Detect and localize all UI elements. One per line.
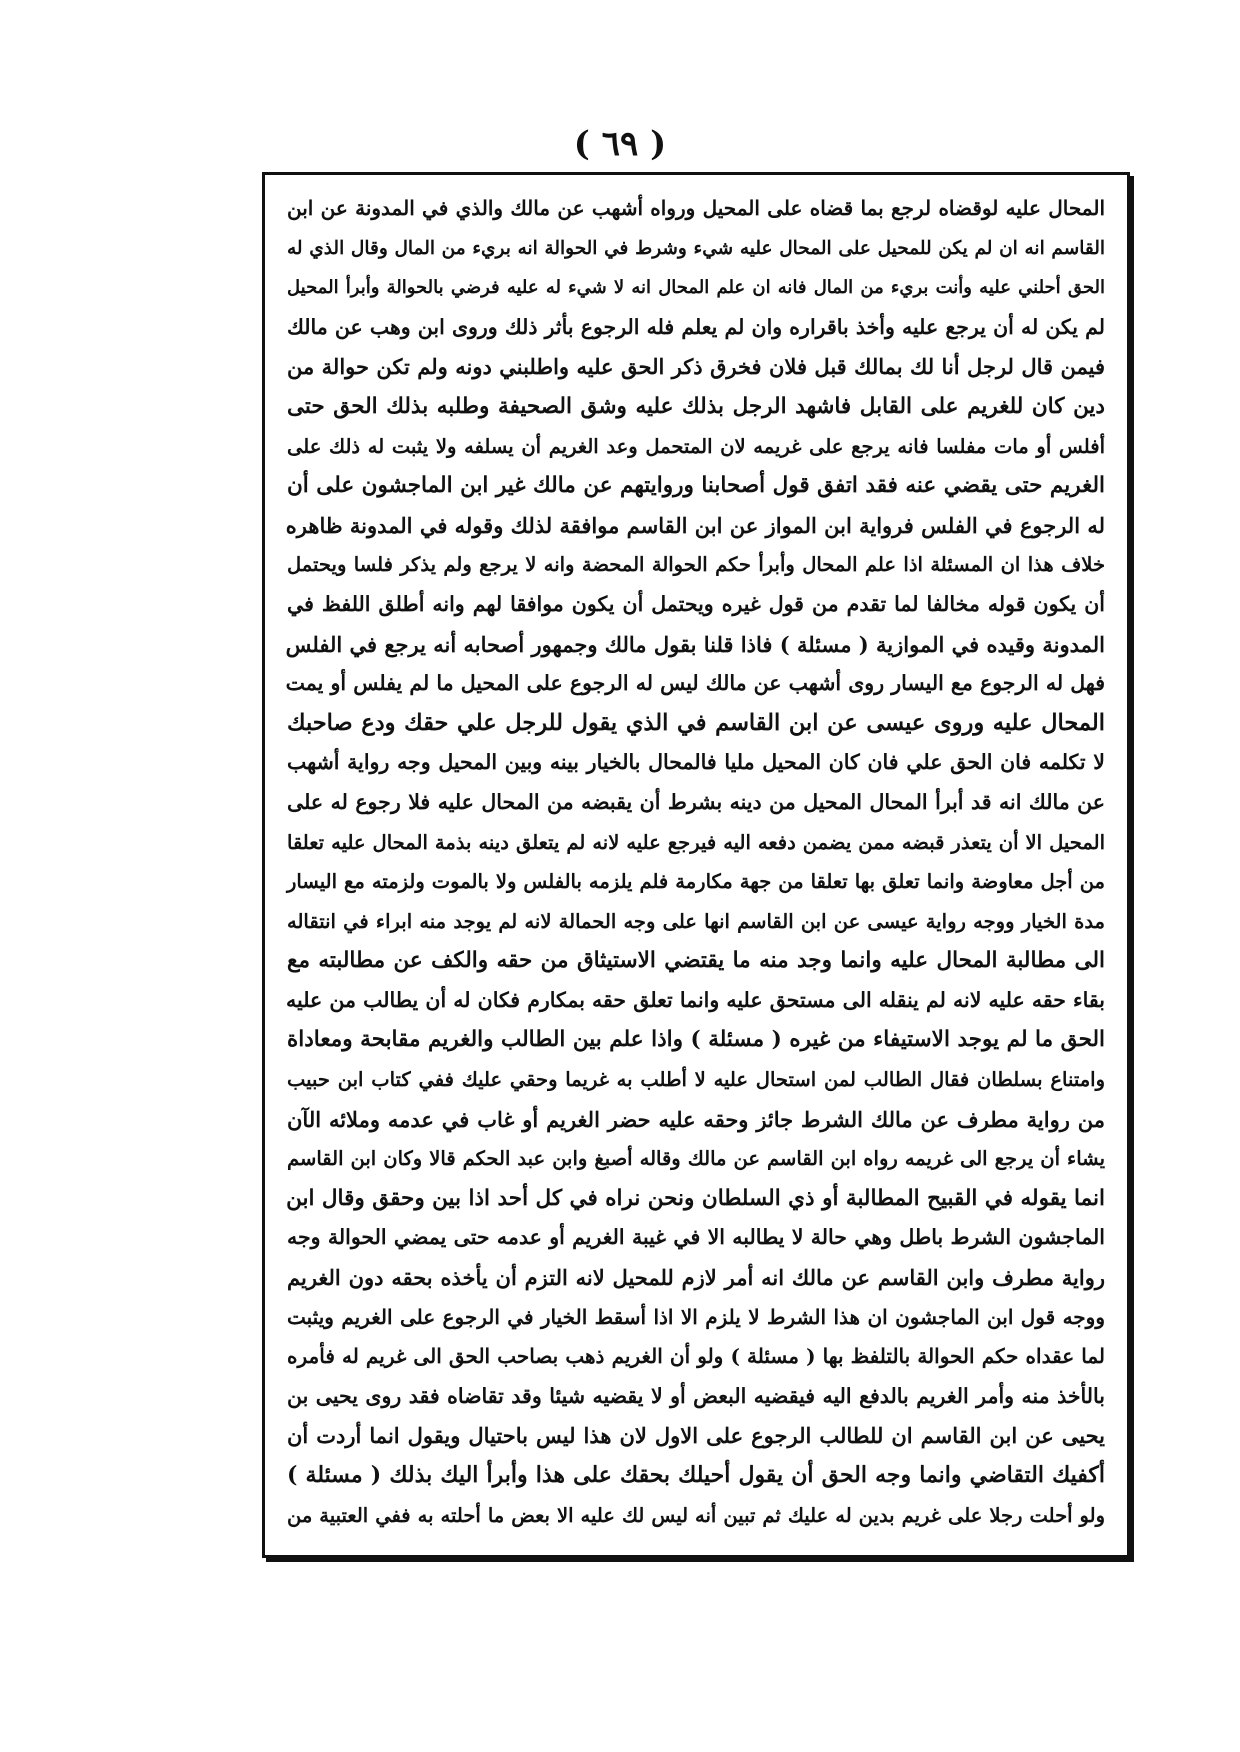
text-line: لم يكن له أن يرجع عليه وأخذ باقراره وان لم يعلم فله الرجوع بأثر ذلك وروى ابن وهب عن مالك (286, 314, 1105, 339)
text-line: المحال عليه وروى عيسى عن ابن القاسم في الذي يقول للرجل علي حقك ودع صاحبك (287, 709, 1105, 736)
text-line: فيمن قال لرجل أنا لك بمالك قبل فلان فخرق ذكر الحق عليه واطلبني دونه ولم تكن حوالة من (287, 354, 1105, 380)
text-line: يشاء أن يرجع الى غريمه رواه ابن القاسم عن مالك وقاله أصبغ وابن عبد الحكم قالا وكان ابن القاسم (287, 1147, 1105, 1171)
text-frame (262, 172, 1130, 1558)
text-line: انما يقوله في القبيح المطالبة أو ذي السلطان ونحن نراه في كل أحد اذا بين وحقق وقال ابن (286, 1185, 1105, 1211)
text-line: مدة الخيار ووجه رواية عيسى عن ابن القاسم انها على وجه الحمالة لانه لم يوجد منه ابراء في انتقاله (287, 909, 1105, 933)
text-line: الغريم حتى يقضي عنه فقد اتفق قول أصحابنا وروايتهم عن مالك غير ابن الماجشون على أن (287, 473, 1105, 499)
text-line: ولو أحلت رجلا على غريم بدين له عليك ثم تبين أنه ليس لك عليه الا بعض ما أحلته به ففي العتبية من (287, 1503, 1105, 1527)
text-line: بالأخذ منه وأمر الغريم بالدفع اليه فيقضيه البعض أو لا يقضيه شيئا وقد تقاضاه فقد روى يحيى بن (287, 1383, 1105, 1408)
text-line: المحيل الا أن يتعذر قبضه ممن يضمن دفعه اليه فيرجع عليه لانه لم يتعلق دينه بذمة المحال عليه تعلقا (287, 830, 1105, 854)
text-line: فهل له الرجوع مع اليسار روى أشهب عن مالك ليس له الرجوع على المحيل ما لم يفلس أو يمت (285, 671, 1105, 696)
text-line: المدونة وقيده في الموازية ( مسئلة ) فاذا قلنا بقول مالك وجمهور أصحابه أنه يرجع في الفلس (285, 631, 1105, 657)
text-line: بقاء حقه عليه لانه لم ينقله الى مستحق عليه وانما تعلق حقه بمكارم فكان له أن يطالب من عليه (286, 987, 1105, 1012)
page-number: ( ٦٩ ) (573, 124, 667, 164)
text-line: لا تكلمه فان الحق علي فان كان المحيل مليا فالمحال بالخيار بينه وبين المحيل وجه رواية أشهب (287, 750, 1105, 775)
text-line: وامتناع بسلطان فقال الطالب لمن استحال عليه لا أطلب به غريما وحقي عليك ففي كتاب ابن حبيب (287, 1068, 1105, 1092)
text-line: من أجل معاوضة وانما تعلق بها تعلقا من جهة مكارمة فلم يلزمه بالفلس ولا بالموت ولزمته مع اليسار (287, 870, 1105, 894)
text-line: ووجه قول ابن الماجشون ان هذا الشرط لا يلزم الا اذا أسقط الخيار في الرجوع على الغريم ويثبت (287, 1304, 1105, 1329)
text-line: يحيى عن ابن القاسم ان للطالب الرجوع على الاول لان هذا ليس باحتيال ويقول انما أردت أن (287, 1423, 1105, 1449)
text-line: المحال عليه لوقضاه لرجع بما قضاه على المحيل ورواه أشهب عن مالك والذي في المدونة عن ابن (287, 196, 1105, 220)
text-line: دين كان للغريم على القابل فاشهد الرجل بذلك عليه وشق الصحيفة وطلبه بذلك الحق حتى (287, 393, 1105, 419)
text-line: الحق أحلني عليه وأنت بريء من المال فانه ان علم المحال انه لا شيء له عليه فرضي بالحوالة وأبرأ المحيل (287, 277, 1105, 299)
text-line: أفلس أو مات مفلسا فانه يرجع على غريمه لان المتحمل وعد الغريم أن يسلفه ولا يثبت له ذلك على (287, 434, 1105, 458)
text-line: رواية مطرف وابن القاسم عن مالك انه أمر لازم للمحيل لانه التزم أن يأخذه بحقه دون الغريم (287, 1265, 1105, 1291)
text-line: الى مطالبة المحال عليه وانما وجد منه ما يقتضي الاستيثاق من حقه والكف عن مطالبته مع (287, 948, 1105, 974)
text-line: خلاف هذا ان المسئلة اذا علم المحال وأبرأ حكم الحوالة المحضة وانه لا يرجع ولم يذكر فلسا ويحتمل (287, 553, 1105, 577)
text-line: الماجشون الشرط باطل وهي حالة لا يطالبه الا في غيبة الغريم أو عدمه حتى يمضي الحوالة وجه (287, 1225, 1105, 1250)
text-line: له الرجوع في الفلس فرواية ابن المواز عن ابن القاسم موافقة لذلك وقوله في المدونة ظاهره (285, 512, 1105, 538)
text-line: عن مالك انه قد أبرأ المحال المحيل من دينه بشرط أن يقبضه من المحال عليه فلا رجوع له على (287, 789, 1105, 814)
text-line: القاسم انه ان لم يكن للمحيل على المحال عليه شيء وشرط في الحوالة انه بريء من المال وقال الذي له (287, 237, 1105, 259)
text-line: أكفيك التقاضي وانما وجه الحق أن يقول أحيلك بحقك على هذا وأبرأ اليك بذلك ( مسئلة ) (287, 1462, 1105, 1488)
text-line: لما عقداه حكم الحوالة بالتلفظ بها ( مسئلة ) ولو أن الغريم ذهب بصاحب الحق الى غريم له فأمره (287, 1344, 1105, 1369)
text-body (287, 189, 1105, 1535)
text-line: الحق ما لم يوجد الاستيفاء من غيره ( مسئلة ) واذا علم بين الطالب والغريم مقابحة ومعاداة (287, 1027, 1105, 1053)
text-line: من رواية مطرف عن مالك الشرط جائز وحقه عليه حضر الغريم أو غاب في عدمه وملائه الآن (287, 1106, 1105, 1132)
text-line: أن يكون قوله مخالفا لما تقدم من قول غيره ويحتمل أن يكون موافقا لهم وانه أطلق اللفظ في (287, 591, 1105, 616)
